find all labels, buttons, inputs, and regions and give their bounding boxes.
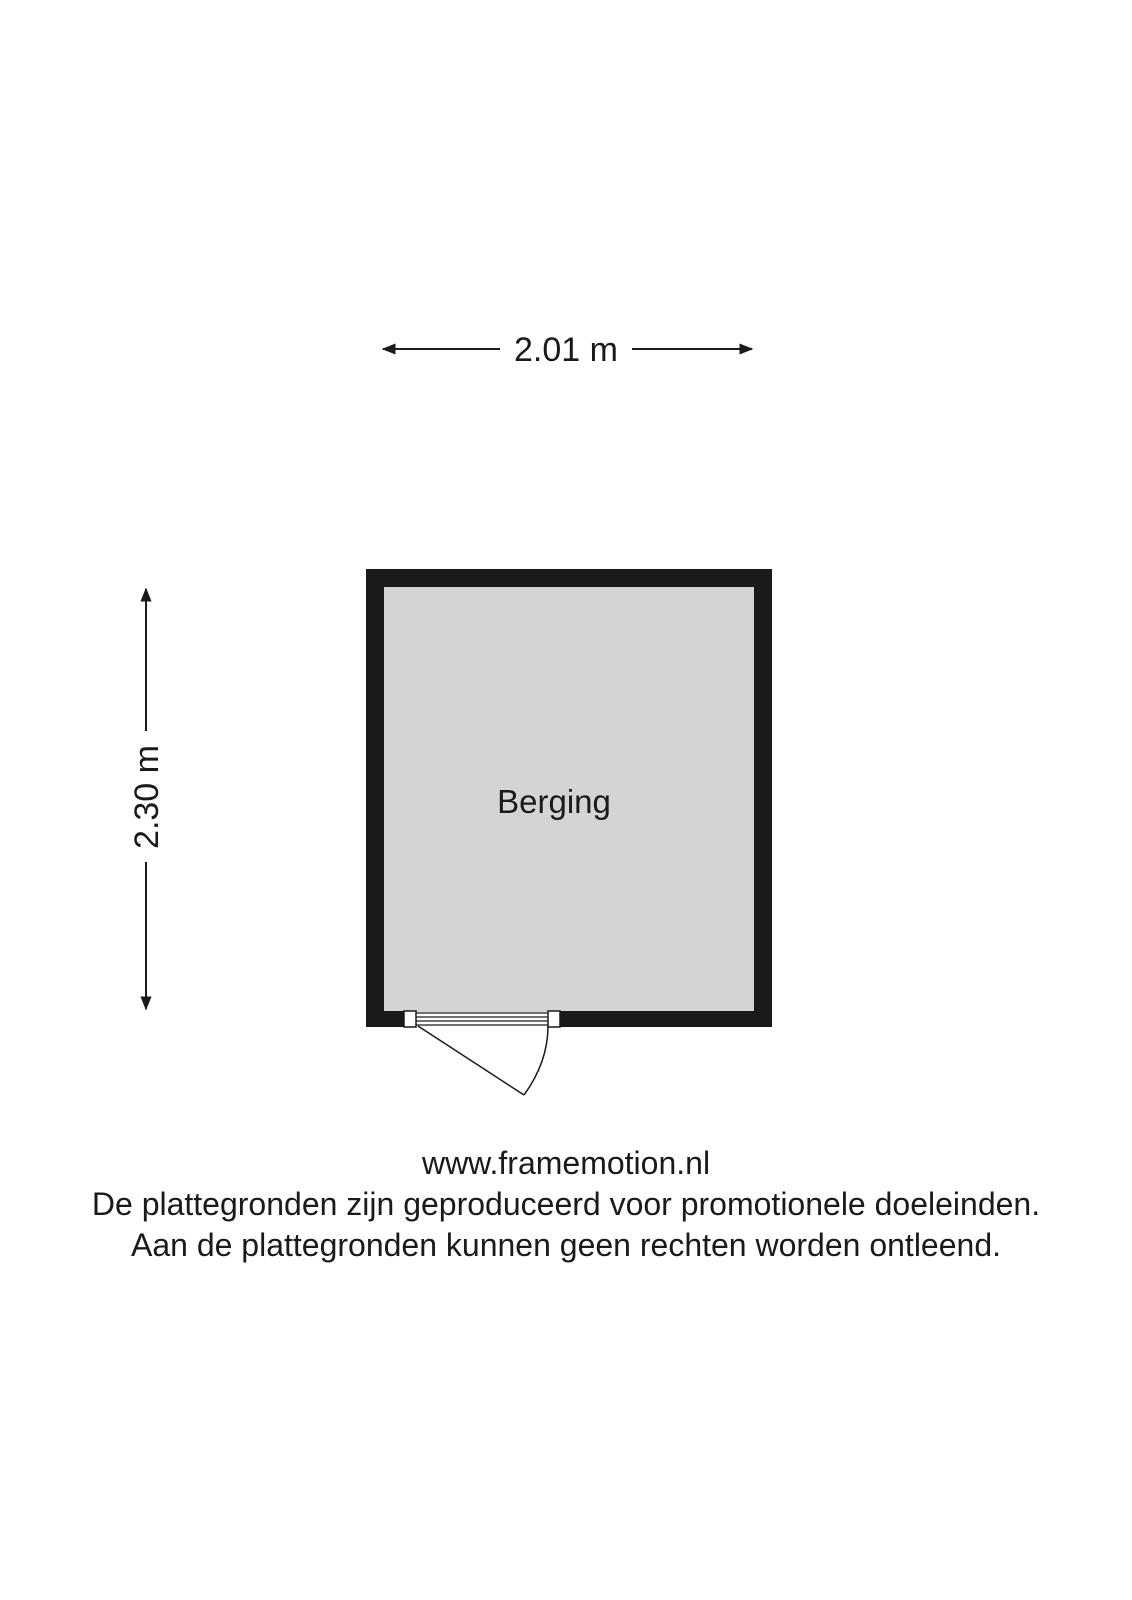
door-jamb-left <box>404 1011 416 1027</box>
door-jamb-right <box>548 1011 560 1027</box>
wall-bottom-right <box>560 1011 772 1027</box>
room-label: Berging <box>497 783 611 820</box>
footer <box>0 1143 1132 1266</box>
disclaimer-line-1: De plattegronden zijn geproduceerd voor promotionele doeleinden. <box>91 1186 1041 1222</box>
disclaimer-line-2: Aan de plattegronden kunnen geen rechten worden ontleend. <box>130 1227 1001 1263</box>
door <box>404 1011 560 1095</box>
wall-right <box>754 569 772 1027</box>
width-label: 2.01 m <box>514 331 618 369</box>
height-dimension <box>128 589 166 1009</box>
door-swing-arc <box>524 1026 548 1095</box>
height-label: 2.30 m <box>128 745 166 849</box>
width-dimension <box>383 331 752 369</box>
wall-top <box>366 569 772 587</box>
wall-left <box>366 569 384 1027</box>
room-berging <box>366 569 772 1095</box>
website-link[interactable]: www.framemotion.nl <box>421 1145 711 1181</box>
wall-bottom-left <box>366 1011 404 1027</box>
door-leaf <box>418 1026 524 1095</box>
